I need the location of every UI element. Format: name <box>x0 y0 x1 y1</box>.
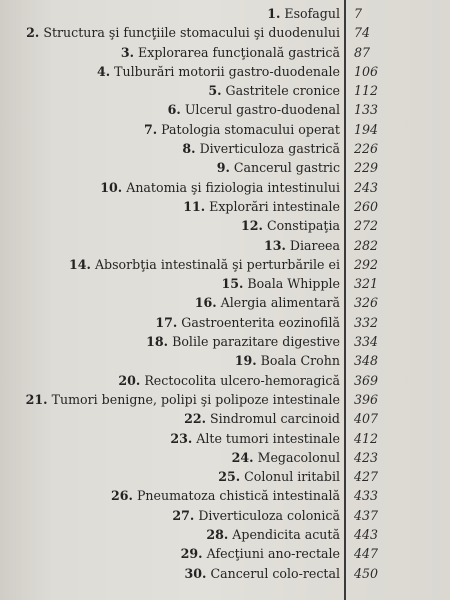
chapter-number: 14. <box>69 256 91 272</box>
toc-entry-title-line <box>146 332 340 351</box>
toc-entry <box>0 81 450 100</box>
chapter-title: Patologia stomacului operat <box>161 121 340 137</box>
page-number: 443 <box>354 527 379 543</box>
toc-entry-title-line <box>118 371 340 390</box>
toc-entry-title-line <box>181 544 340 563</box>
page-number: 282 <box>354 237 379 253</box>
page-number: 74 <box>354 25 371 41</box>
chapter-title: Explorarea funcţională gastrică <box>138 44 340 60</box>
chapter-number: 2. <box>26 25 40 41</box>
toc-entry-title-line <box>26 23 340 42</box>
page-number: 106 <box>354 63 379 79</box>
toc-entry-title-line <box>208 81 340 100</box>
page-number: 334 <box>354 334 379 350</box>
toc-entry-title-line <box>218 467 340 486</box>
chapter-number: 30. <box>184 565 207 581</box>
page-number: 412 <box>354 430 379 446</box>
page-number: 260 <box>354 198 379 214</box>
page-number: 433 <box>354 488 379 504</box>
toc-entry <box>0 62 450 81</box>
page-number: 407 <box>354 411 379 427</box>
toc-entry <box>0 293 450 312</box>
page-number: 194 <box>354 121 379 137</box>
chapter-title: Tumori benigne, polipi şi polipoze intestinale <box>51 391 340 407</box>
chapter-number: 6. <box>167 102 181 118</box>
chapter-title: Megacolonul <box>257 449 340 465</box>
chapter-title: Rectocolita ulcero-hemoragică <box>144 372 340 388</box>
toc-entry <box>0 100 450 119</box>
page-number: 229 <box>354 160 379 176</box>
chapter-title: Afecţiuni ano-rectale <box>206 546 340 562</box>
page-number: 348 <box>354 353 379 369</box>
chapter-title: Anatomia şi fiziologia intestinului <box>126 179 340 195</box>
chapter-title: Structura şi funcţiile stomacului şi duodenului <box>43 25 340 41</box>
toc-entry <box>0 158 450 177</box>
toc-entry <box>0 467 450 486</box>
chapter-number: 21. <box>25 391 48 407</box>
page-number: 87 <box>354 44 371 60</box>
chapter-title: Gastroenterita eozinofilă <box>181 314 340 330</box>
toc-entry-title-line <box>155 313 340 332</box>
chapter-number: 1. <box>267 6 281 21</box>
chapter-number: 13. <box>263 237 286 253</box>
chapter-number: 28. <box>206 527 229 543</box>
page-number: 7 <box>354 6 363 21</box>
toc-entry <box>0 313 450 332</box>
page-number: 437 <box>354 507 379 523</box>
chapter-number: 12. <box>241 218 263 234</box>
chapter-number: 27. <box>172 507 195 523</box>
toc-entry <box>0 351 450 370</box>
toc-entry-title-line <box>168 100 340 119</box>
chapter-title: Boala Whipple <box>247 276 340 292</box>
toc-entry <box>0 4 450 23</box>
page-number: 447 <box>354 546 379 562</box>
page-number: 112 <box>354 83 379 99</box>
chapter-number: 15. <box>221 276 244 292</box>
toc-entry-title-line <box>241 216 340 235</box>
toc-entry-title-line <box>206 525 340 544</box>
page-number: 450 <box>354 565 379 581</box>
toc-entry-title-line <box>97 62 340 81</box>
toc-entry-title-line <box>144 120 340 139</box>
chapter-number: 11. <box>183 198 206 214</box>
page-number: 423 <box>354 449 379 465</box>
toc-entry <box>0 371 450 390</box>
toc-entry-title-line <box>183 197 340 216</box>
toc-entry-title-line <box>235 351 340 370</box>
chapter-title: Cancerul colo-rectal <box>210 565 340 581</box>
chapter-title: Absorbţia intestinală şi perturbările ei <box>94 256 340 272</box>
chapter-title: Colonul iritabil <box>244 469 340 485</box>
toc-entry-title-line <box>267 4 340 23</box>
page-number: 133 <box>354 102 379 118</box>
chapter-title: Diverticuloza gastrică <box>199 141 340 157</box>
chapter-number: 7. <box>143 121 158 137</box>
toc-entry <box>0 390 450 409</box>
chapter-title: Bolile parazitare digestive <box>172 334 340 350</box>
chapter-number: 16. <box>194 295 217 311</box>
toc-entry <box>0 216 450 235</box>
chapter-title: Sindromul carcinoid <box>210 411 340 427</box>
chapter-number: 24. <box>231 449 254 465</box>
toc-entry <box>0 23 450 42</box>
chapter-title: Tulburări motorii gastro-duodenale <box>114 63 340 79</box>
chapter-title: Esofagul <box>284 6 340 21</box>
toc-entry <box>0 429 450 448</box>
chapter-number: 25. <box>218 469 241 485</box>
page-number: 292 <box>354 256 379 272</box>
toc-entry-title-line <box>111 486 340 505</box>
toc-entry-title-line <box>170 429 340 448</box>
chapter-number: 22. <box>184 411 207 427</box>
toc-entry-title-line <box>26 390 340 409</box>
toc-entry <box>0 197 450 216</box>
chapter-title: Diareea <box>289 237 340 253</box>
chapter-title: Explorări intestinale <box>209 198 340 214</box>
toc-entry <box>0 564 450 583</box>
chapter-title: Gastritele cronice <box>225 83 340 99</box>
toc-entry <box>0 255 450 274</box>
chapter-number: 29. <box>180 546 203 562</box>
toc-entry <box>0 139 450 158</box>
toc-entry <box>0 120 450 139</box>
chapter-number: 9. <box>216 160 230 176</box>
toc-entry-title-line <box>184 409 340 428</box>
page-number: 332 <box>354 314 379 330</box>
toc-entry-title-line <box>232 448 340 467</box>
toc-entry-title-line <box>195 293 340 312</box>
toc-entry <box>0 236 450 255</box>
toc-entry <box>0 486 450 505</box>
page-number: 226 <box>354 141 379 157</box>
toc-entry <box>0 409 450 428</box>
page-number: 396 <box>354 391 379 407</box>
toc-entry-title-line <box>121 43 340 62</box>
toc-entry <box>0 178 450 197</box>
chapter-number: 20. <box>118 372 141 388</box>
chapter-number: 3. <box>120 44 135 60</box>
chapter-number: 17. <box>155 314 178 330</box>
page-number: 326 <box>354 295 379 311</box>
toc-entry <box>0 448 450 467</box>
toc-entry-title-line <box>264 236 340 255</box>
chapter-number: 8. <box>182 141 196 157</box>
page-number: 321 <box>354 276 379 292</box>
toc-entry <box>0 274 450 293</box>
chapter-title: Constipaţia <box>266 218 340 234</box>
chapter-number: 10. <box>100 179 123 195</box>
chapter-title: Boala Crohn <box>260 353 340 369</box>
toc-entry-title-line <box>185 564 341 583</box>
chapter-number: 23. <box>170 430 193 446</box>
chapter-title: Alte tumori intestinale <box>196 430 340 446</box>
chapter-title: Pneumatoza chistică intestinală <box>136 488 340 504</box>
chapter-title: Diverticuloza colonică <box>198 507 340 523</box>
toc-entry <box>0 544 450 563</box>
toc-entry-title-line <box>69 255 340 274</box>
chapter-title: Ulcerul gastro-duodenal <box>184 102 340 118</box>
chapter-title: Alergia alimentară <box>220 295 340 311</box>
toc-entry-title-line <box>100 178 340 197</box>
toc-entry <box>0 332 450 351</box>
table-of-contents <box>0 4 450 583</box>
chapter-number: 19. <box>234 353 257 369</box>
toc-entry-title-line <box>217 158 340 177</box>
toc-entry <box>0 506 450 525</box>
chapter-number: 5. <box>208 83 222 99</box>
toc-entry-title-line <box>221 274 340 293</box>
chapter-number: 18. <box>146 334 169 350</box>
toc-entry <box>0 43 450 62</box>
toc-entry-title-line <box>182 139 340 158</box>
page-number: 369 <box>354 372 379 388</box>
page-number: 272 <box>354 218 379 234</box>
chapter-title: Cancerul gastric <box>233 160 340 176</box>
page-number: 427 <box>354 469 379 485</box>
page-number: 243 <box>354 179 379 195</box>
chapter-title: Apendicita acută <box>232 527 340 543</box>
toc-entry-title-line <box>172 506 340 525</box>
toc-entry <box>0 525 450 544</box>
chapter-number: 4. <box>96 63 111 79</box>
chapter-number: 26. <box>111 488 133 504</box>
